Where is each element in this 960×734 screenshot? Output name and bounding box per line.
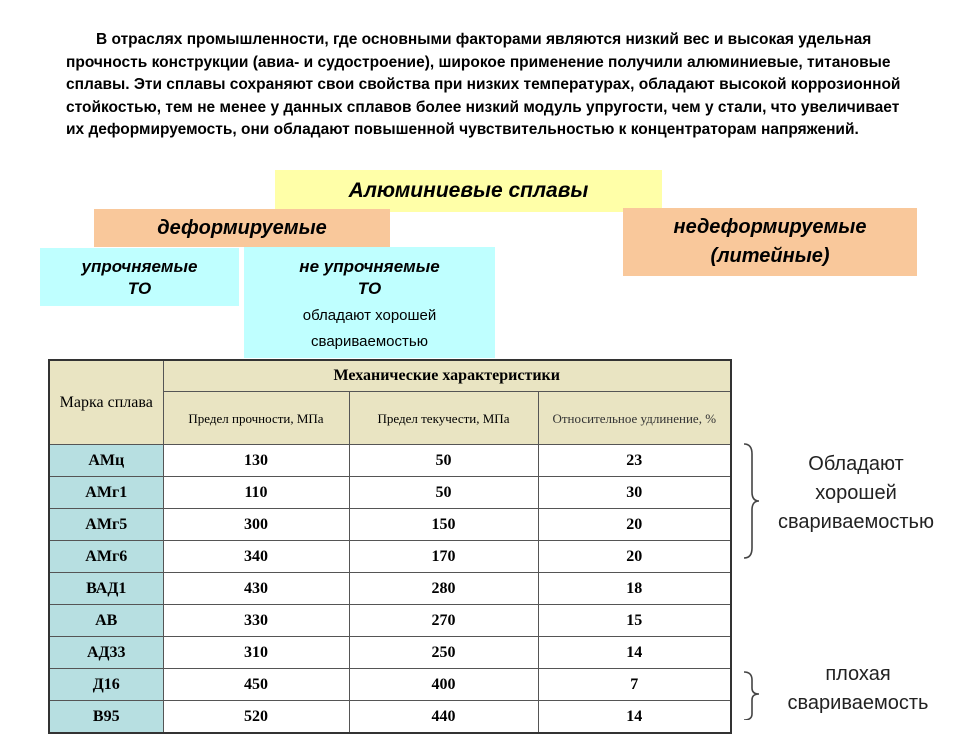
brand-cell: АД33	[49, 637, 163, 669]
strength-cell: 110	[163, 477, 349, 509]
yield-cell: 50	[349, 477, 538, 509]
hardenable-label: упрочняемые	[81, 257, 198, 276]
elongation-cell: 14	[538, 637, 731, 669]
table-row	[49, 573, 731, 605]
brand-cell: АМг5	[49, 509, 163, 541]
brand-cell: АМц	[49, 445, 163, 477]
strength-cell: 130	[163, 445, 349, 477]
nondeformable-label: недеформируемые	[673, 216, 867, 238]
strength-cell: 340	[163, 541, 349, 573]
elongation-cell: 14	[538, 701, 731, 734]
table-row	[49, 509, 731, 541]
intro-paragraph: В отраслях промышленности, где основными факторами являются низкий вес и высокая удельная прочность конструкции (авиа- и судостроение), широкое применение получили алюминиевые, титановые сплавы. Эти сплавы сохраняют свои свойства при низких температурах, обладают высокой коррозионной стойкостью, тем не менее у данных сплавов более низкий модуль упругости, чем у стали, что увеличивает их деформируемость, они обладают повышенной чувствительностью к концентраторам напряжений.	[66, 31, 901, 139]
strength-cell: 520	[163, 701, 349, 734]
table-row	[49, 477, 731, 509]
header-brand: Марка сплава	[49, 360, 163, 445]
brand-cell: АВ	[49, 605, 163, 637]
hardenable-to-label: ТО	[127, 279, 152, 298]
brand-cell: АМг1	[49, 477, 163, 509]
yield-cell: 270	[349, 605, 538, 637]
yield-cell: 400	[349, 669, 538, 701]
yield-cell: 440	[349, 701, 538, 734]
yield-cell: 150	[349, 509, 538, 541]
good-weldability-line3: свариваемостью	[778, 511, 934, 533]
elongation-cell: 15	[538, 605, 731, 637]
good-weldability-line1: Обладают	[808, 453, 904, 475]
table-row	[49, 637, 731, 669]
nondeformable-casting-label: (литейные)	[710, 245, 830, 267]
yield-cell: 250	[349, 637, 538, 669]
elongation-cell: 20	[538, 509, 731, 541]
aluminum-alloys-box	[275, 170, 662, 212]
brace-good-icon	[738, 442, 764, 560]
yield-cell: 50	[349, 445, 538, 477]
table-row	[49, 605, 731, 637]
weldability-note-line2: свариваемостью	[311, 333, 428, 350]
brand-cell: АМг6	[49, 541, 163, 573]
header-mechanical: Механические характеристики	[163, 360, 731, 392]
header-strength: Предел прочности, МПа	[163, 392, 349, 445]
deformable-label: деформируемые	[157, 217, 327, 239]
poor-weldability-line2: свариваемость	[787, 692, 929, 714]
yield-cell: 280	[349, 573, 538, 605]
brace-poor-icon	[738, 670, 764, 720]
table-row	[49, 445, 731, 477]
strength-cell: 310	[163, 637, 349, 669]
brand-cell: В95	[49, 701, 163, 734]
strength-cell: 330	[163, 605, 349, 637]
aluminum-alloys-label: Алюминиевые сплавы	[348, 179, 589, 202]
strength-cell: 300	[163, 509, 349, 541]
poor-weldability-line1: плохая	[825, 663, 891, 685]
mechanical-properties-table	[48, 359, 732, 734]
strength-cell: 430	[163, 573, 349, 605]
weldability-note	[244, 303, 495, 355]
header-yield: Предел текучести, МПа	[349, 392, 538, 445]
elongation-cell: 18	[538, 573, 731, 605]
table-row	[49, 541, 731, 573]
yield-cell: 170	[349, 541, 538, 573]
table-body	[49, 445, 731, 734]
table-row	[49, 701, 731, 734]
header-elongation: Относительное удлинение, %	[538, 392, 731, 445]
elongation-cell: 7	[538, 669, 731, 701]
heat-hardenable-box	[40, 248, 239, 306]
good-weldability-note	[754, 450, 958, 537]
non-hardenable-box	[244, 247, 495, 358]
weldability-note-line1: обладают хорошей	[302, 307, 437, 324]
non-hardenable-label: не упрочняемые	[299, 257, 440, 276]
table-row	[49, 669, 731, 701]
brand-cell: ВАД1	[49, 573, 163, 605]
deformable-box	[94, 209, 390, 247]
good-weldability-line2: хорошей	[815, 482, 897, 504]
elongation-cell: 30	[538, 477, 731, 509]
poor-weldability-note	[766, 660, 950, 718]
elongation-cell: 23	[538, 445, 731, 477]
non-hardenable-to-label: ТО	[357, 279, 382, 298]
nondeformable-box	[623, 208, 917, 276]
elongation-cell: 20	[538, 541, 731, 573]
brand-cell: Д16	[49, 669, 163, 701]
strength-cell: 450	[163, 669, 349, 701]
